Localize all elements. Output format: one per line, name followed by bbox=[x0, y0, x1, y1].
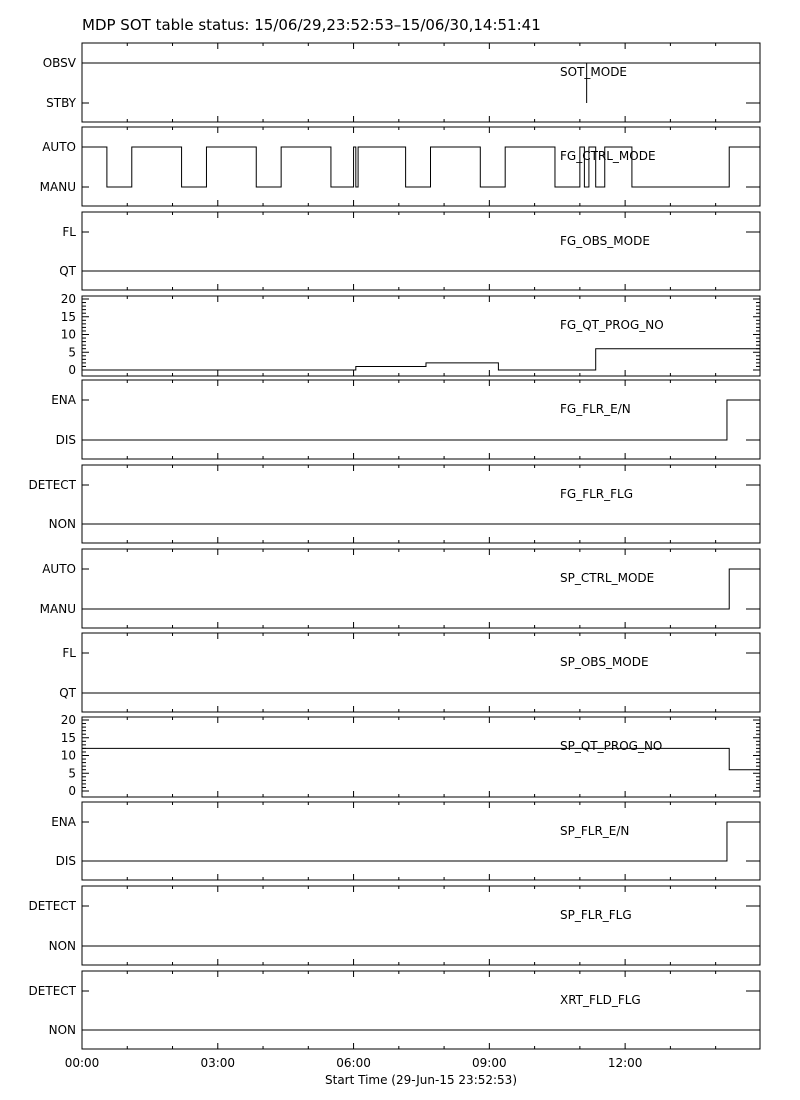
series-line-fg-ctrl-mode bbox=[82, 147, 760, 187]
series-line-sp-ctrl-mode bbox=[82, 569, 760, 609]
ytick-label-fg-flr-flg-non: NON bbox=[48, 517, 76, 531]
panel-frame-fg-ctrl-mode bbox=[82, 127, 760, 206]
ytick-label-sp-qt-prog-no-5: 5 bbox=[68, 766, 76, 781]
ytick-label-xrt-fld-flg-non: NON bbox=[48, 1023, 76, 1037]
panel-label-fg-obs-mode: FG_OBS_MODE bbox=[560, 234, 650, 248]
panel-frame-fg-flr-flg bbox=[82, 465, 760, 543]
ytick-label-sp-qt-prog-no-20: 20 bbox=[60, 713, 76, 727]
ytick-label-fg-qt-prog-no-10: 10 bbox=[60, 327, 76, 342]
xtick-label-03-00: 03:00 bbox=[200, 1056, 236, 1070]
ytick-label-sot-mode-stby: STBY bbox=[46, 96, 76, 110]
xtick-label-06-00: 06:00 bbox=[336, 1056, 371, 1070]
ytick-label-fg-qt-prog-no-15: 15 bbox=[60, 309, 76, 324]
ytick-label-sp-qt-prog-no-15: 15 bbox=[60, 730, 76, 745]
panel-frame-fg-flr-e-n bbox=[82, 380, 760, 459]
chart-title: MDP SOT table status: 15/06/29,23:52:53–15/06/30,14:51:41 bbox=[82, 16, 541, 34]
panel-label-fg-flr-e-n: FG_FLR_E/N bbox=[560, 402, 631, 416]
panel-label-sp-qt-prog-no: SP_QT_PROG_NO bbox=[560, 739, 663, 753]
ytick-label-sp-flr-e-n-dis: DIS bbox=[55, 854, 76, 868]
panel-label-xrt-fld-flg: XRT_FLD_FLG bbox=[560, 993, 641, 1007]
ytick-label-sp-obs-mode-qt: QT bbox=[59, 686, 76, 700]
ytick-label-fg-obs-mode-qt: QT bbox=[59, 264, 76, 278]
ytick-label-fg-ctrl-mode-auto: AUTO bbox=[42, 140, 76, 154]
xtick-label-09-00: 09:00 bbox=[472, 1056, 507, 1070]
panel-frame-sp-flr-flg bbox=[82, 886, 760, 965]
panel-label-sp-obs-mode: SP_OBS_MODE bbox=[560, 655, 649, 669]
ytick-label-xrt-fld-flg-detect: DETECT bbox=[28, 984, 76, 998]
ytick-label-fg-ctrl-mode-manu: MANU bbox=[39, 180, 76, 194]
ytick-label-sp-flr-flg-non: NON bbox=[48, 939, 76, 953]
panel-frame-sp-ctrl-mode bbox=[82, 549, 760, 628]
panel-label-sot-mode: SOT_MODE bbox=[560, 65, 628, 79]
ytick-label-sp-qt-prog-no-0: 0 bbox=[68, 784, 76, 798]
ytick-label-sp-flr-flg-detect: DETECT bbox=[28, 899, 76, 913]
ytick-label-sp-ctrl-mode-auto: AUTO bbox=[42, 562, 76, 576]
panel-label-sp-flr-e-n: SP_FLR_E/N bbox=[560, 824, 630, 838]
ytick-label-sp-obs-mode-fl: FL bbox=[62, 646, 76, 660]
x-axis-label: Start Time (29-Jun-15 23:52:53) bbox=[325, 1073, 517, 1087]
xtick-label-12-00: 12:00 bbox=[607, 1056, 643, 1070]
panel-frame-fg-qt-prog-no bbox=[82, 296, 760, 376]
panel-label-sp-ctrl-mode: SP_CTRL_MODE bbox=[560, 571, 655, 585]
series-line-fg-flr-e-n bbox=[82, 400, 760, 440]
ytick-label-sp-ctrl-mode-manu: MANU bbox=[39, 602, 76, 616]
panel-frame-xrt-fld-flg bbox=[82, 971, 760, 1049]
ytick-label-fg-qt-prog-no-5: 5 bbox=[68, 345, 76, 360]
panel-frame-sot-mode bbox=[82, 43, 760, 122]
panel-frame-fg-obs-mode bbox=[82, 212, 760, 290]
ytick-label-sp-flr-e-n-ena: ENA bbox=[51, 815, 76, 829]
ytick-label-fg-qt-prog-no-20: 20 bbox=[60, 292, 76, 306]
panel-label-fg-qt-prog-no: FG_QT_PROG_NO bbox=[560, 318, 664, 332]
ytick-label-sot-mode-obsv: OBSV bbox=[42, 56, 76, 70]
ytick-label-fg-flr-e-n-dis: DIS bbox=[55, 433, 76, 447]
ytick-label-sp-qt-prog-no-10: 10 bbox=[60, 748, 76, 763]
ytick-label-fg-qt-prog-no-0: 0 bbox=[68, 363, 76, 377]
panel-frame-sp-qt-prog-no bbox=[82, 717, 760, 797]
xtick-label-00-00: 00:00 bbox=[64, 1056, 100, 1070]
panel-frame-sp-flr-e-n bbox=[82, 802, 760, 880]
panel-label-fg-ctrl-mode: FG_CTRL_MODE bbox=[560, 149, 656, 163]
panel-label-sp-flr-flg: SP_FLR_FLG bbox=[560, 908, 632, 922]
ytick-label-fg-flr-flg-detect: DETECT bbox=[28, 478, 76, 492]
series-line-sp-flr-e-n bbox=[82, 822, 760, 861]
ytick-label-fg-obs-mode-fl: FL bbox=[62, 225, 76, 239]
series-line-fg-qt-prog-no bbox=[82, 349, 760, 370]
ytick-label-fg-flr-e-n-ena: ENA bbox=[51, 393, 76, 407]
panel-label-fg-flr-flg: FG_FLR_FLG bbox=[560, 487, 634, 501]
panel-frame-sp-obs-mode bbox=[82, 633, 760, 712]
